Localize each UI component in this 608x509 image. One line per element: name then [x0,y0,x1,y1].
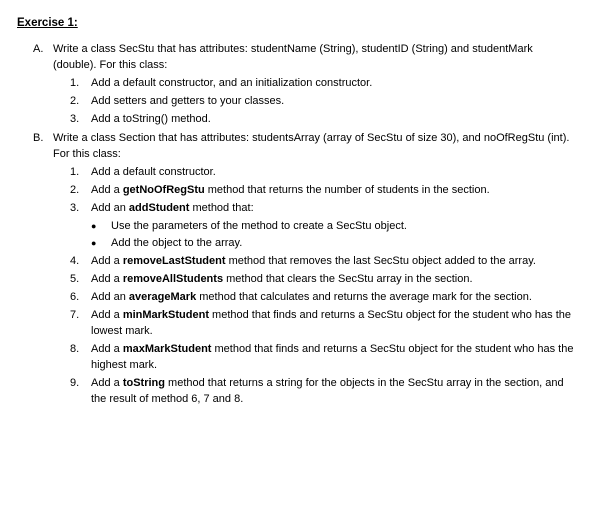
bullet-list [91,218,578,251]
list-item: 2. Add a getNoOfRegStu method that returns the number of students in the section. [70,184,490,196]
method-name: maxMarkStudent [122,343,212,355]
section-b-list [70,164,578,216]
list-item: 3. Add a toString() method. [70,113,211,125]
method-name: toString [122,377,165,389]
bullet-item: ● Add the object to the array. [91,237,243,249]
bullet-item: ● Use the parameters of the method to create a SecStu object. [91,220,407,232]
list-item: 6. Add an averageMark method that calculates and returns the average mark for the section. [70,291,532,303]
list-item: 1. Add a default constructor. [70,166,216,178]
method-name: addStudent [128,202,190,214]
section-b-text: Write a class Section that has attributes: studentsArray (array of SecStu of size 30), and noOfRegStu (int). For this class: [53,132,570,160]
method-name: averageMark [128,291,197,303]
list-item: 9. Add a toString method that returns a string for the objects in the SecStu array in the section, and the result of method 6, 7 and 8. [70,377,564,405]
section-a [33,41,578,129]
list-item: 4. Add a removeLastStudent method that removes the last SecStu object added to the array. [70,255,536,267]
list-item: 5. Add a removeAllStudents method that clears the SecStu array in the section. [70,273,473,285]
list-item: 7. Add a minMarkStudent method that finds and returns a SecStu object for the student who has the lowest mark. [70,309,572,337]
method-name: getNoOfRegStu [122,184,205,196]
bullet-icon: ● [91,221,97,231]
exercise-title: Exercise 1: [17,17,78,29]
method-name: minMarkStudent [122,309,209,321]
method-name: removeLastStudent [122,255,226,267]
list-item: 2. Add setters and getters to your classes. [70,95,285,107]
bullet-icon: ● [91,238,97,248]
list-item: 3. Add an addStudent method that: [70,202,254,214]
section-a-text: Write a class SecStu that has attributes: studentName (String), studentID (String) and studentMark (double). For this class: [53,43,533,71]
section-a-label: A. [33,43,44,55]
section-b-list-cont [70,253,578,407]
list-item: 1. Add a default constructor, and an initialization constructor. [70,77,373,89]
list-item: 8. Add a maxMarkStudent method that finds and returns a SecStu object for the student who has the highest mark. [70,343,574,371]
method-name: removeAllStudents [122,273,224,285]
section-b-label: B. [33,132,44,144]
section-b [33,130,578,409]
section-a-list [70,75,578,127]
